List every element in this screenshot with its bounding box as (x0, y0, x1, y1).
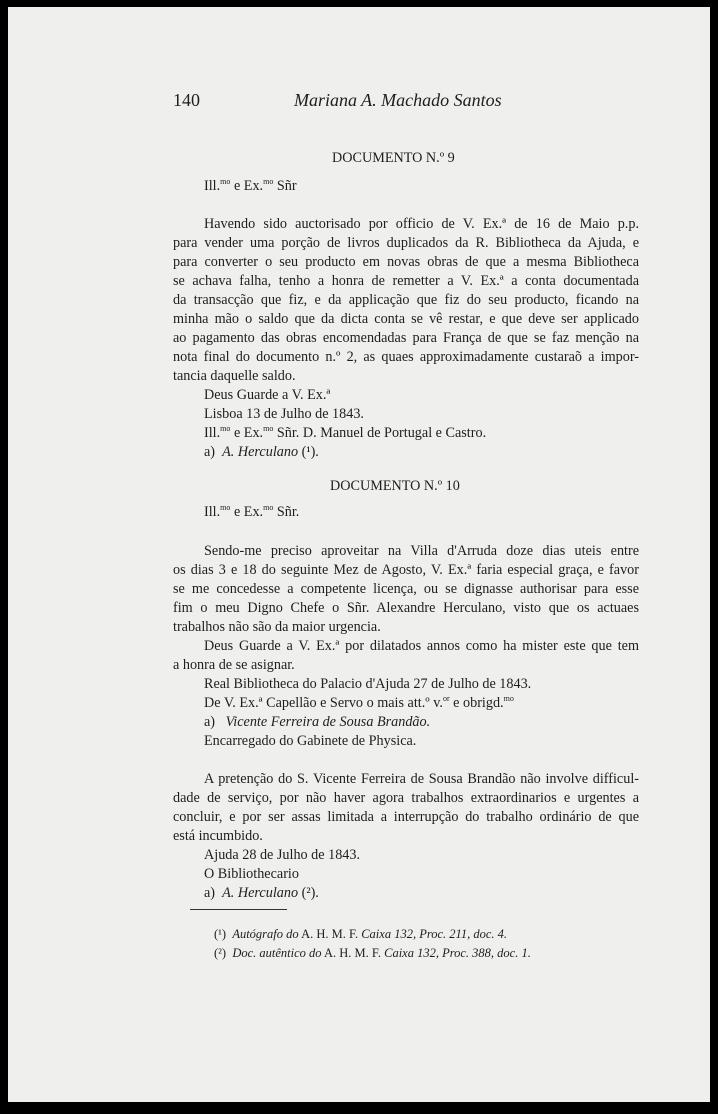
doc9-date: Lisboa 13 de Julho de 1843. (204, 406, 364, 422)
doc10-p1-line: fim o meu Digno Chefe o Sñr. Alexandre Herculano, visto que os actuaes (173, 600, 639, 616)
doc9-signature: a) A. Herculano (¹). (204, 444, 319, 460)
doc9-p1-line: para vender uma porção de livros duplicados da R. Bibliotheca da Ajuda, e (173, 235, 639, 251)
doc9-addressee: Ill.$^{mo}$ e Ex.$^{mo}$ Sñr. D. Manuel de Portugal e Castro. (204, 424, 487, 441)
doc10-p2-line: Deus Guarde a V. Ex.ª por dilatados annos como ha mister este que tem (204, 638, 639, 654)
doc10-place-date: Real Bibliotheca do Palacio d'Ajuda 27 de Julho de 1843. (204, 676, 532, 692)
doc9-heading: DOCUMENTO N.º 9 (332, 150, 455, 166)
doc10-p3-line: A pretenção do S. Vicente Ferreira de Sousa Brandão não involve difficul- (204, 771, 639, 787)
doc10-servant: De V. Ex.ª Capellão e Servo o mais att.º v.$^{or}$ e obrigd.$^{mo}$ (204, 694, 514, 711)
footnote: (²) Doc. autêntico do A. H. M. F. Caixa 132, Proc. 388, doc. 1. (214, 946, 531, 960)
doc9-p1-line: da transacção que fiz, e da applicação que fiz do seu producto, ficando na (173, 292, 639, 308)
doc9-p1-line: tancia daquelle saldo. (173, 368, 296, 384)
doc9-salutation: Ill.$^{mo}$ e Ex.$^{mo}$ Sñr (204, 177, 297, 194)
doc9-p1-line: para converter o seu producto em novas obras de que a mesma Bibliotheca (173, 254, 639, 270)
doc10-p3-line: dade de serviço, por não haver agora trabalhos extraordinarios e urgentes a (173, 790, 639, 806)
doc10-role: Encarregado do Gabinete de Physica. (204, 733, 417, 749)
page-number: 140 (173, 90, 200, 110)
doc9-closing: Deus Guarde a V. Ex.ª (204, 387, 331, 403)
doc10-office: O Bibliothecario (204, 866, 299, 882)
footnote: (¹) Autógrafo do A. H. M. F. Caixa 132, Proc. 211, doc. 4. (214, 927, 508, 941)
doc10-p1-line: se me concedesse a competente licença, ou se dignasse authorisar para esse (173, 581, 639, 597)
doc10-salutation: Ill.$^{mo}$ e Ex.$^{mo}$ Sñr. (204, 503, 300, 520)
book-page (8, 7, 710, 1102)
doc10-date: Ajuda 28 de Julho de 1843. (204, 847, 361, 863)
doc10-signature2: a) A. Herculano (²). (204, 885, 319, 901)
doc10-signature: a) Vicente Ferreira de Sousa Brandão. (204, 714, 431, 730)
doc10-p1-line: Sendo-me preciso aproveitar na Villa d'Arruda doze dias uteis entre (204, 543, 639, 559)
doc10-p1-line: os dias 3 e 18 do seguinte Mez de Agosto, V. Ex.ª faria especial graça, e favor (173, 562, 639, 578)
doc10-p2-line: a honra de se asignar. (173, 657, 295, 673)
doc9-p1-line: Havendo sido auctorisado por officio de V. Ex.ª de 16 de Maio p.p. (204, 216, 639, 232)
doc10-p3-line: concluir, e por ser assas limitada a interrupção do trabalho ordinário de que (173, 809, 639, 825)
doc10-p3-line: está incumbido. (173, 828, 263, 844)
running-title: Mariana A. Machado Santos (294, 90, 502, 110)
doc10-heading: DOCUMENTO N.º 10 (330, 478, 460, 494)
doc10-p1-line: trabalhos não são da maior urgencia. (173, 619, 381, 635)
doc9-p1-line: ao pagamento das obras encomendadas para França de que se faz menção na (173, 330, 639, 346)
doc9-p1-line: se achava falha, tenho a honra de remetter a V. Ex.ª a conta documentada (173, 273, 639, 289)
footnote-rule (190, 909, 287, 910)
doc9-p1-line: nota final do documento n.º 2, as quaes approximadamente custaraõ a impor- (173, 349, 639, 365)
doc9-p1-line: minha mão o saldo que da dicta conta se vê restar, e que deve ser applicado (173, 311, 639, 327)
